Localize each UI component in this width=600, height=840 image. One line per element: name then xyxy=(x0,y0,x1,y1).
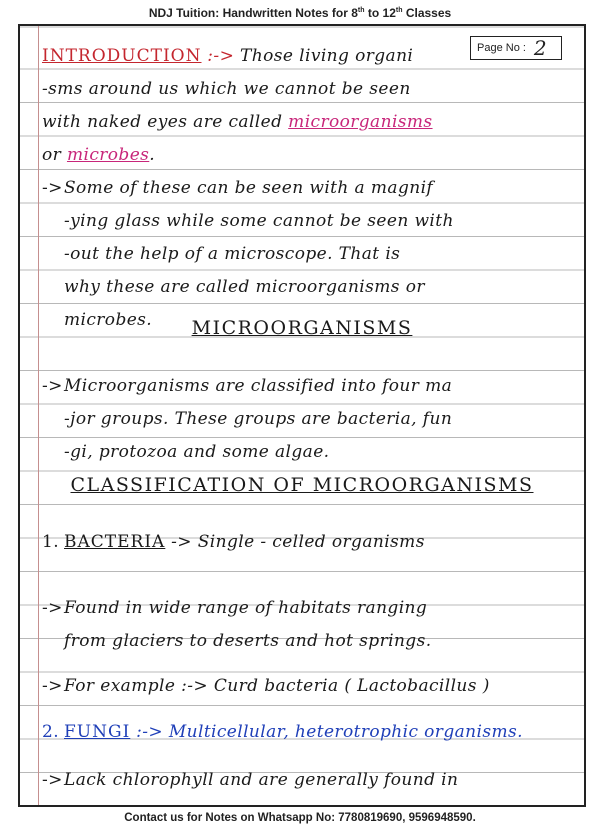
term-microbes: microbes xyxy=(66,145,150,165)
term-microorganisms: microorganisms xyxy=(288,112,433,132)
para3-line-2: -jor groups. These groups are bacteria, fun xyxy=(64,409,453,429)
section-title-microorganisms: MICROORGANISMS xyxy=(191,317,413,339)
para2-line-4: why these are called microorganisms or xyxy=(64,277,425,297)
item-number-2: 2. xyxy=(42,722,60,742)
para2-line-1: ->Some of these can be seen with a magnif xyxy=(42,172,574,205)
intro-arrow: :-> xyxy=(201,46,241,66)
notebook-page xyxy=(18,24,586,807)
arrow-bullet-icon: -> xyxy=(42,178,63,198)
arrow-bullet-icon: -> xyxy=(42,598,63,618)
fungi-heading-line: 2. FUNGI :-> Multicellular, heterotrophic organisms. xyxy=(42,716,574,749)
para3-line-1: ->Microorganisms are classified into four ma xyxy=(42,370,574,403)
page-header: NDJ Tuition: Handwritten Notes for 8th to 12th Classes xyxy=(148,6,452,20)
fungi-heading: FUNGI xyxy=(64,722,131,742)
page-number-value: 2 xyxy=(533,36,547,60)
bacteria-heading: BACTERIA xyxy=(64,532,166,552)
bacteria-example-line: ->For example :-> Curd bacteria ( Lactobacillus ) xyxy=(42,670,574,703)
introduction-heading: INTRODUCTION xyxy=(42,46,202,66)
page-footer: Contact us for Notes on Whatsapp No: 7780819690, 9596948590. xyxy=(124,812,476,824)
para3-line-3: -gi, protozoa and some algae. xyxy=(64,442,330,462)
arrow-bullet-icon: -> xyxy=(42,770,63,790)
para2-line-2: -ying glass while some cannot be seen with xyxy=(64,211,454,231)
bacteria-heading-line: 1. BACTERIA -> Single - celled organisms xyxy=(42,526,574,559)
para2-line-5: microbes. xyxy=(64,310,153,330)
arrow-bullet-icon: -> xyxy=(42,376,63,396)
intro-line-1: INTRODUCTION :-> Those living organi xyxy=(42,46,414,66)
bacteria-line-2: ->Found in wide range of habitats ranging xyxy=(42,592,574,625)
intro-line-3: with naked eyes are called microorganisms xyxy=(42,112,433,132)
fungi-line-2: ->Lack chlorophyll and are generally found in xyxy=(42,764,574,797)
margin-line xyxy=(38,26,39,805)
para2-line-3: -out the help of a microscope. That is xyxy=(64,244,401,264)
classification-title: CLASSIFICATION OF MICROORGANISMS xyxy=(70,474,534,496)
intro-line-2: -sms around us which we cannot be seen xyxy=(42,79,411,99)
arrow-bullet-icon: -> xyxy=(42,676,63,696)
page-number-label: Page No : xyxy=(477,42,526,54)
intro-line-4: or microbes. xyxy=(42,145,156,165)
item-number-1: 1. xyxy=(42,532,60,552)
bacteria-line-3: from glaciers to deserts and hot springs. xyxy=(64,631,432,651)
